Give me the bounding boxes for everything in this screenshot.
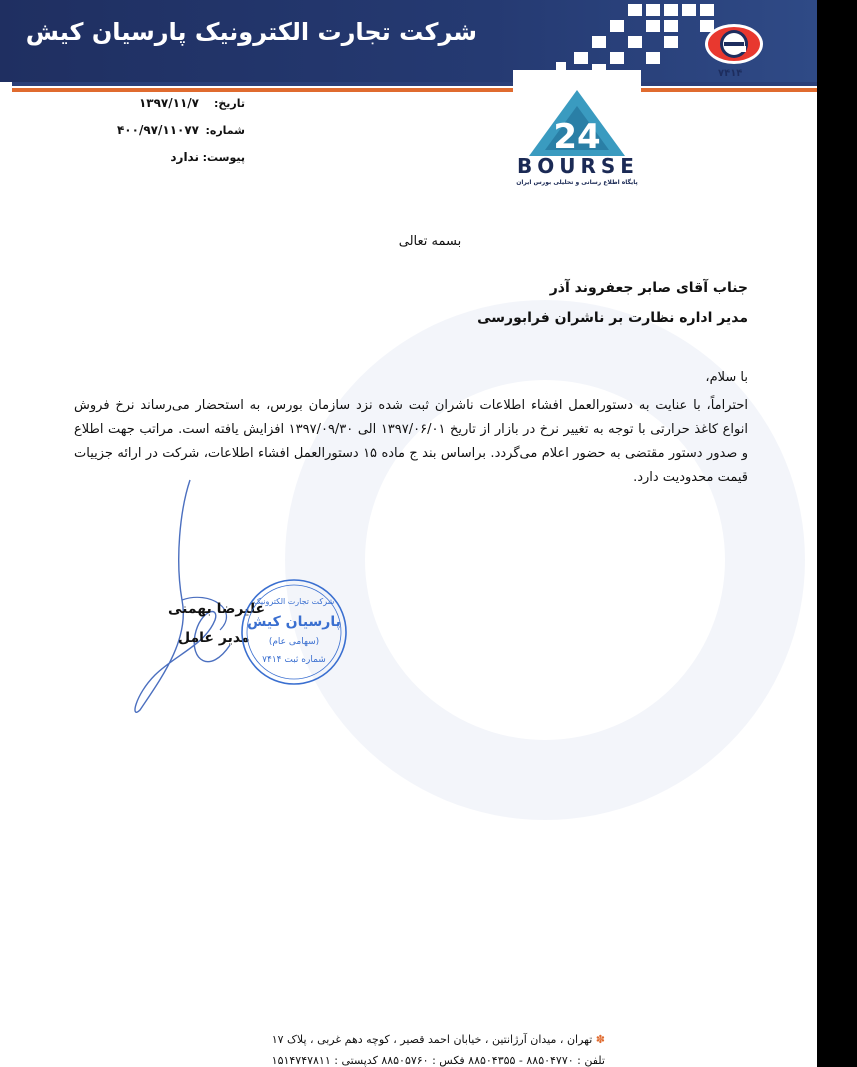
meta-attachment-label: پیوست:	[202, 151, 245, 164]
scan-border	[817, 0, 857, 1067]
bourse24-wordmark: BOURSE	[517, 154, 639, 178]
company-name: شرکت تجارت الکترونیک پارسیان کیش	[25, 18, 477, 46]
meta-date-label: تاریخ:	[213, 97, 245, 110]
bourse24-logo	[513, 70, 641, 196]
meta-attachment	[80, 150, 245, 164]
stamp-line4: شماره ثبت ۷۴۱۴	[262, 655, 326, 665]
meta-attachment-value: ندارد	[170, 150, 199, 164]
meta-number-label: شماره:	[205, 124, 245, 137]
stamp-line2: پارسیان کیش	[247, 614, 341, 630]
letter-body: احتراماً، با عنایت به دستورالعمل افشاء اطلاعات ناشران ثبت شده نزد سازمان بورس، به استحضار می‌رساند نرخ فروش انواع کاغذ حرارتی با توجه به تغییر نرخ در بازار از تاریخ ۱۳۹۷/۰۶/۰۱ الی ۱۳۹۷/۰۹/۳۰ افزایش یافته است. مراتب جهت اطلاع و صدور دستور مقتضی به حضور اعلام می‌گردد. براساس بند ج ماده ۱۵ دستورالعمل افشاء اطلاعات، شرکت در ارائه جزییات قیمت محدودیت دارد.	[74, 398, 749, 485]
bourse24-triangle-icon	[513, 70, 641, 160]
company-stamp	[238, 578, 350, 686]
meta-number	[80, 123, 245, 137]
meta-date	[80, 96, 245, 110]
bourse24-subtitle: پایگاه اطلاع رسانی و تحلیلی بورس ایران	[516, 179, 638, 186]
stamp-line3: (سهامی عام)	[268, 637, 320, 647]
stamp-line1: شرکت تجارت الکترونیک	[253, 597, 335, 606]
meta-number-value: ۴۰۰/۹۷/۱۱۰۷۷	[116, 123, 199, 137]
footer-contacts: تلفن : ۸۸۵۰۴۷۷۰ - ۸۸۵۰۴۳۵۵ فکس : ۸۸۵۰۵۷۶۰ کدپستی : ۱۵۱۴۷۴۷۸۱۱	[271, 1054, 605, 1067]
bourse24-mark: 24	[553, 117, 601, 157]
letterhead-orange-rule	[12, 88, 817, 92]
footer-address-text: تهران ، میدان آرژانتین ، خیابان احمد قصیر ، کوچه دهم غربی ، پلاک ۱۷	[271, 1033, 593, 1046]
meta-date-value: ۱۳۹۷/۱۱/۷	[138, 96, 199, 110]
signer-title: مدیر عامل	[178, 630, 250, 646]
letterhead-navy-rule	[12, 82, 817, 86]
signer-name: علیرضا بهمنی	[168, 601, 266, 617]
greeting: با سلام،	[705, 370, 748, 385]
bismillah: بسمه تعالی	[398, 234, 462, 249]
company-logo-number: ۷۴۱۴	[718, 68, 743, 79]
addressee-title: مدیر اداره نظارت بر ناشران فرابورسی	[477, 310, 748, 326]
addressee-name: جناب آقای صابر جعفروند آذر	[549, 280, 748, 296]
footer-address	[200, 1033, 605, 1046]
footer-bullet-icon: ✽	[592, 1033, 605, 1046]
company-logo-icon	[704, 20, 764, 68]
